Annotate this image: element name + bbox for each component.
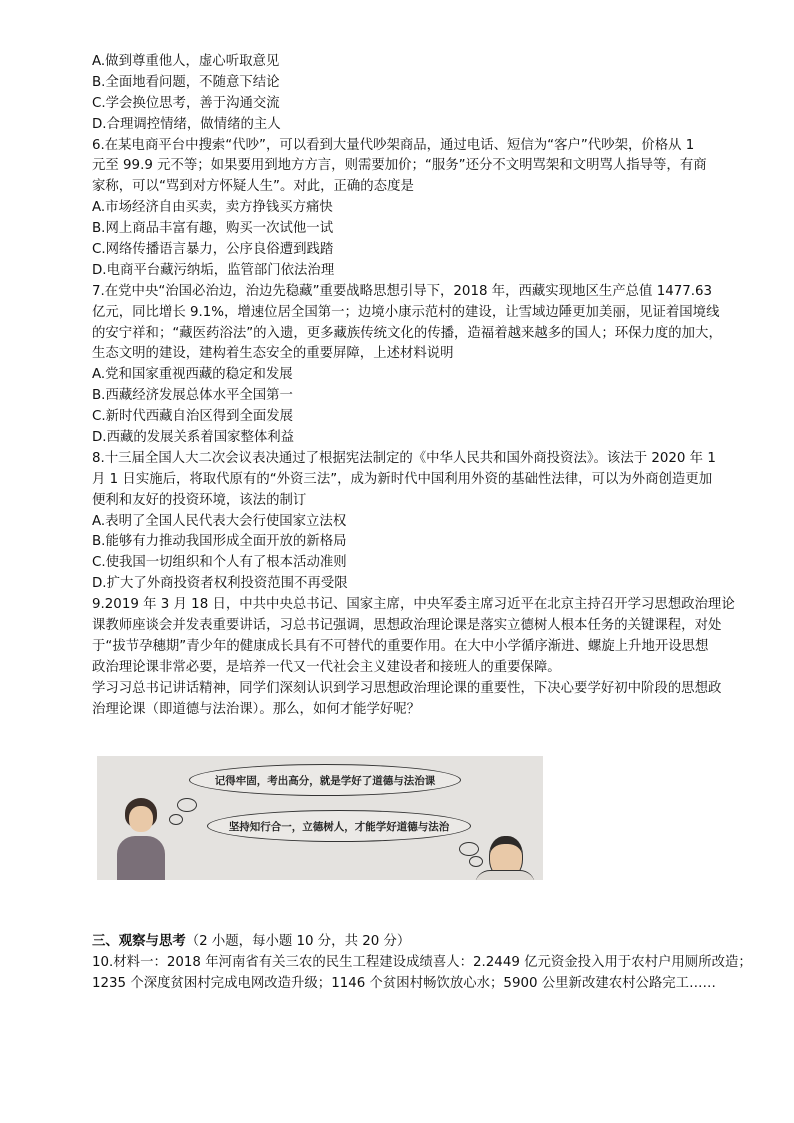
section-note: （2 小题，每小题 10 分，共 20 分） [185,934,411,949]
text-line: 的安宁祥和；“藏医药浴法”的入遗，更多藏族传统文化的传播，造福着越来越多的国人；环保力度的加大， [92,325,722,341]
text-line: C.学会换位思考，善于沟通交流 [92,95,280,111]
man-figure [475,836,535,880]
text-line: 学习习总书记讲话精神，同学们深刻认识到学习思想政治理论课的重要性，下决心要学好初中阶段的思想政 [92,680,722,696]
section-title: 三、观察与思考 [92,934,186,949]
text-line: 便利和友好的投资环境，该法的制订 [92,492,307,508]
thought-bubble-2 [207,810,471,842]
text-line: 7.在党中央“治国必治边，治边先稳藏”重要战略思想引导下，2018 年，西藏实现地区生产总值 1477.63 [92,283,713,299]
text-line: 治理论课（即道德与法治课）。那么，如何才能学好呢？ [92,701,421,717]
text-line: 课教师座谈会并发表重要讲话，习总书记强调，思想政治理论课是落实立德树人根本任务的关键课程，对处 [92,618,722,634]
text-line: 生态文明的建设，建构着生态安全的重要屏障，上述材料说明 [92,346,454,362]
text-line: D.电商平台藏污纳垢，监管部门依法治理 [92,262,335,278]
text-line: 8.十三届全国人大二次会议表决通过了根据宪法制定的《中华人民共和国外商投资法》。该法于 2020 年 1 [92,450,716,466]
text-line: 1235 个深度贫困村完成电网改造升级；1146 个贫困村畅饮放心水；5900 公里新改建农村公路完工…… [92,975,716,991]
section-three [92,932,752,995]
text-line: B.全面地看问题，不随意下结论 [92,74,280,90]
text-line: A.市场经济自由买卖，卖方挣钱买方痛快 [92,200,333,216]
text-line: 月 1 日实施后，将取代原有的“外资三法”，成为新时代中国利用外资的基础性法律，可以为外商创造更加 [92,471,713,487]
bubble-text-2: 坚持知行合一，立德树人，才能学好道德与法治 [228,820,450,833]
text-line: 政治理论课非常必要，是培养一代又一代社会主义建设者和接班人的重要保障。 [92,659,561,675]
text-line: 家称，可以“骂到对方怀疑人生”。对此，正确的态度是 [92,179,414,195]
text-line: A.做到尊重他人，虚心听取意见 [92,54,280,69]
illustration [97,756,543,880]
text-line: C.网络传播语言暴力，公序良俗遭到践踏 [92,242,334,258]
text-line: 亿元，同比增长 9.1%，增速位居全国第一；边境小康示范村的建设，让雪域边陲更加美丽，见证着国境线 [92,304,720,320]
text-line: B.网上商品丰富有趣，购买一次试他一试 [92,221,334,237]
text-line: B.西藏经济发展总体水平全国第一 [92,388,293,404]
text-line: D.合理调控情绪，做情绪的主人 [92,116,281,132]
text-line: 于“拔节孕穗期”青少年的健康成长具有不可替代的重要作用。在大中小学循序渐进、螺旋上升地开设思想 [92,638,709,654]
girl-figure [115,796,171,880]
text-line: C.新时代西藏自治区得到全面发展 [92,409,294,425]
text-line: 6.在某电商平台中搜索“代吵”，可以看到大量代吵架商品，通过电话、短信为“客户”代吵架，价格从 1 [92,137,695,153]
text-line: C.使我国一切组织和个人有了根本活动准则 [92,555,347,571]
text-line: 元至 99.9 元不等；如果要用到地方方言，则需要加价；“服务”还分不文明骂架和文明骂人指导等，有商 [92,158,707,174]
text-line: B.能够有力推动我国形成全面开放的新格局 [92,534,347,550]
text-line: D.扩大了外商投资者权利投资范围不再受限 [92,576,348,592]
text-line: A.表明了全国人民代表大会行使国家立法权 [92,513,347,529]
text-line: D.西藏的发展关系着国家整体利益 [92,430,295,446]
bubble-text-1: 记得牢固，考出高分，就是学好了道德与法治课 [214,774,436,787]
thought-bubble-1 [189,764,461,796]
text-line: 10.材料一：2018 年河南省有关三农的民生工程建设成绩喜人：2.2449 亿元资金投入用于农村户用厕所改造； [92,954,752,970]
question-text [92,52,735,721]
text-line: A.党和国家重视西藏的稳定和发展 [92,367,293,383]
text-line: 9.2019 年 3 月 18 日，中共中央总书记、国家主席，中央军委主席习近平在北京主持召开学习思想政治理论 [92,597,735,613]
section-heading [92,932,732,953]
